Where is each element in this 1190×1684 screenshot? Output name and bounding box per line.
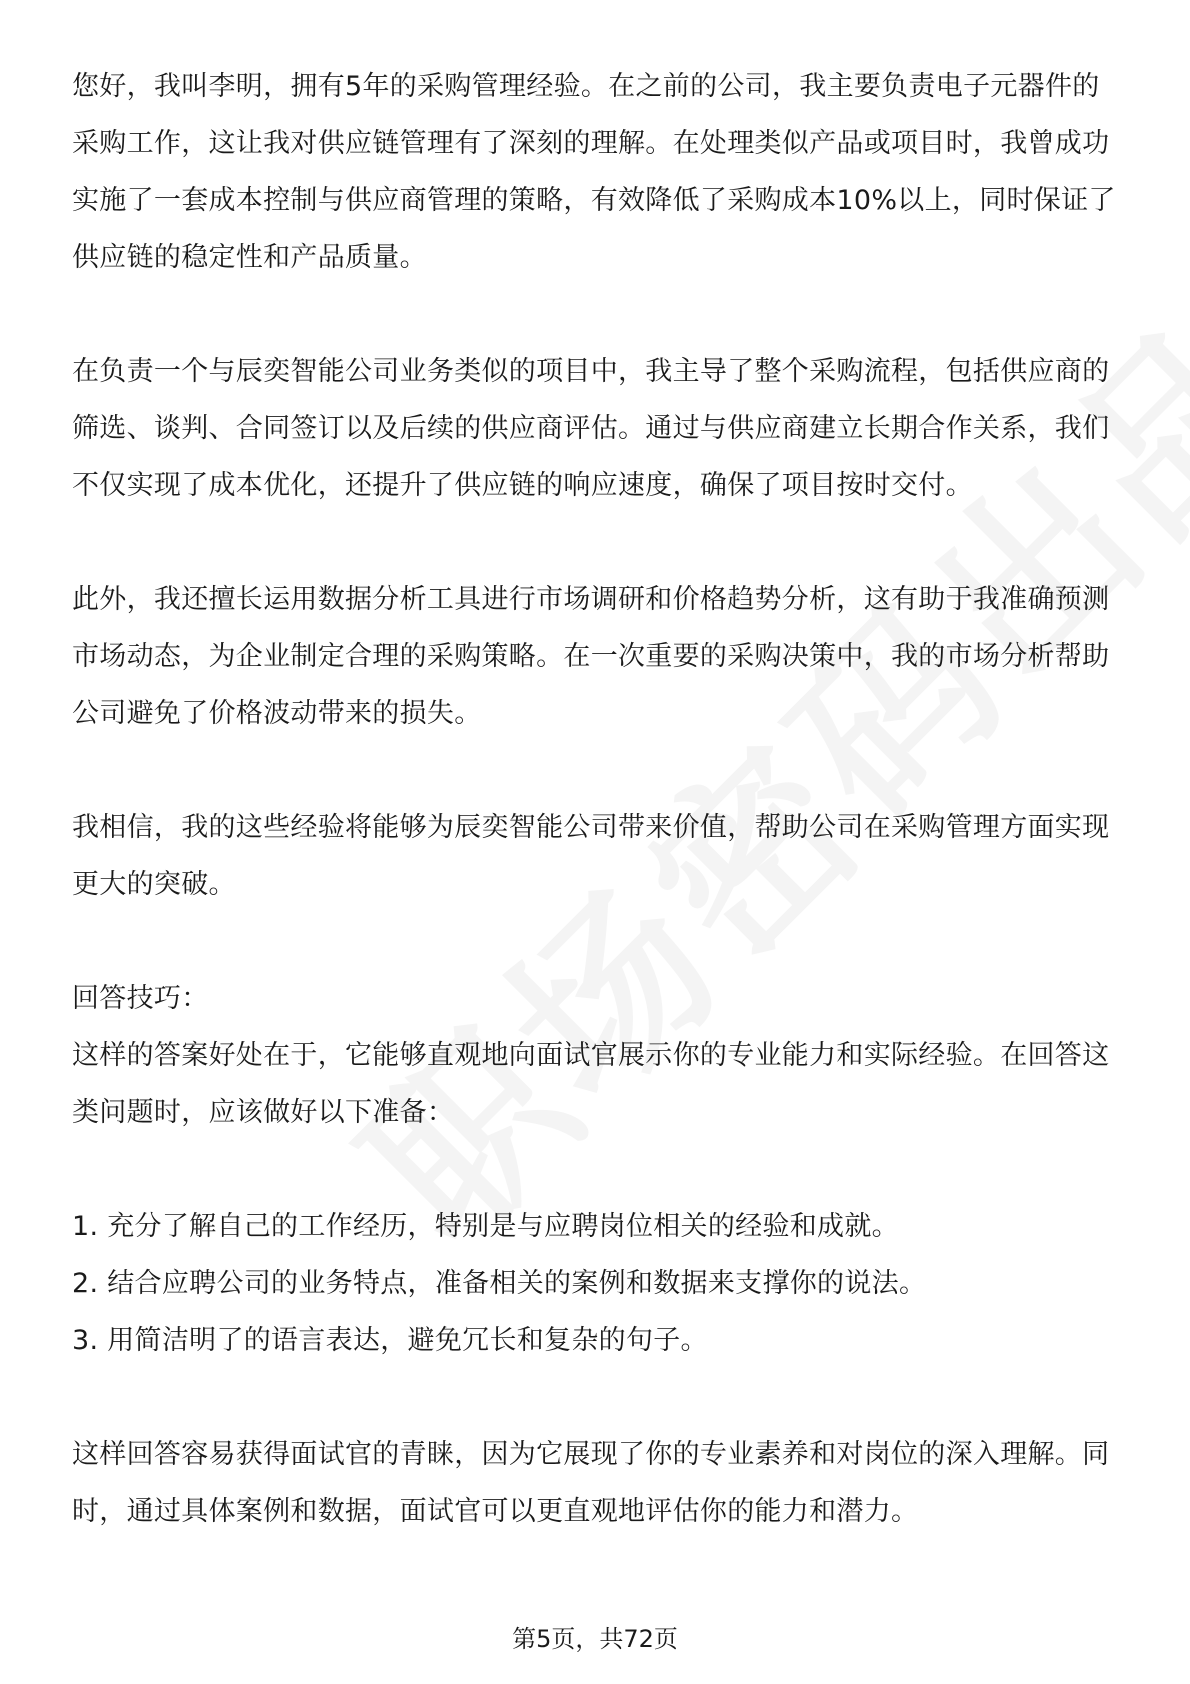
- paragraph-spacer: [72, 913, 1118, 970]
- tips-list-item-1: 1. 充分了解自己的工作经历，特别是与应聘岗位相关的经验和成就。: [72, 1211, 899, 1242]
- paragraph-spacer: [72, 742, 1118, 799]
- tips-intro: 这样的答案好处在于，它能够直观地向面试官展示你的专业能力和实际经验。在回答这类问题时，应该做好以下准备：: [72, 1040, 1110, 1128]
- closing-paragraph: 这样回答容易获得面试官的青睐，因为它展现了你的专业素养和对岗位的深入理解。同时，通过具体案例和数据，面试官可以更直观地评估你的能力和潜力。: [72, 1439, 1110, 1527]
- tips-list-item-3: 3. 用简洁明了的语言表达，避免冗长和复杂的句子。: [72, 1325, 708, 1356]
- answer-paragraph-1: 您好，我叫李明，拥有5年的采购管理经验。在之前的公司，我主要负责电子元器件的采购工作，这让我对供应链管理有了深刻的理解。在处理类似产品或项目时，我曾成功实施了一套成本控制与供应商管理的策略，有效降低了采购成本10%以上，同时保证了供应链的稳定性和产品质量。: [72, 71, 1116, 273]
- tips-heading: 回答技巧：: [72, 983, 209, 1014]
- document-body: [72, 58, 1118, 1540]
- tips-list-item-2: 2. 结合应聘公司的业务特点，准备相关的案例和数据来支撑你的说法。: [72, 1268, 927, 1299]
- answer-paragraph-4: 我相信，我的这些经验将能够为辰奕智能公司带来价值，帮助公司在采购管理方面实现更大的突破。: [72, 812, 1110, 900]
- answer-paragraph-3: 此外，我还擅长运用数据分析工具进行市场调研和价格趋势分析，这有助于我准确预测市场动态，为企业制定合理的采购策略。在一次重要的采购决策中，我的市场分析帮助公司避免了价格波动带来的损失。: [72, 584, 1110, 729]
- page-number: 第5页，共72页: [512, 1625, 678, 1653]
- paragraph-spacer: [72, 514, 1118, 571]
- paragraph-spacer: [72, 286, 1118, 343]
- paragraph-spacer: [72, 1369, 1118, 1426]
- answer-paragraph-2: 在负责一个与辰奕智能公司业务类似的项目中，我主导了整个采购流程，包括供应商的筛选、谈判、合同签订以及后续的供应商评估。通过与供应商建立长期合作关系，我们不仅实现了成本优化，还提升了供应链的响应速度，确保了项目按时交付。: [72, 356, 1110, 501]
- paragraph-spacer: [72, 1141, 1118, 1198]
